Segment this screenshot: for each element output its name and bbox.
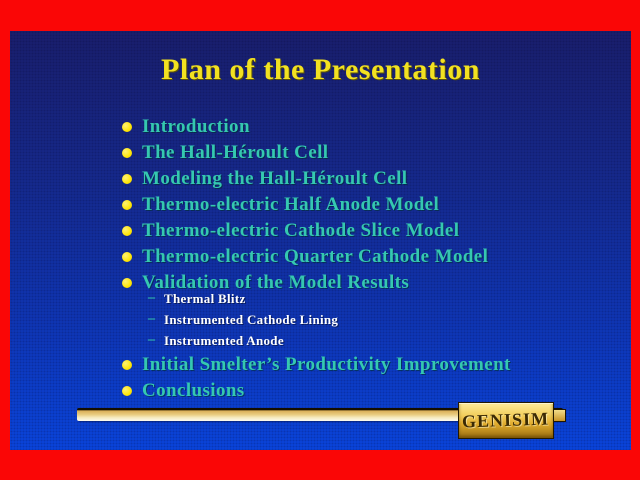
sub-bullet-item [148,333,284,349]
bullet-item [122,168,408,190]
bullet-label: Initial Smelter’s Productivity Improvement [142,354,511,375]
bullet-icon [122,360,132,370]
bullet-label: Thermo-electric Cathode Slice Model [142,220,460,241]
bullet-icon [122,174,132,184]
slide-title: Plan of the Presentation [161,53,480,86]
dash-icon: – [148,332,155,347]
bullet-label: Modeling the Hall-Héroult Cell [142,168,408,189]
bullet-icon [122,278,132,288]
bullet-item [122,354,511,376]
bullet-item [122,220,459,242]
sub-bullet-label: Instrumented Anode [164,333,284,348]
bullet-item [122,380,245,402]
bullet-item [122,116,250,138]
genisim-logo [458,402,554,439]
bullet-icon [122,226,132,236]
bullet-label: Validation of the Model Results [142,272,410,293]
bullet-item [122,194,439,216]
footer-divider-bar-end [552,409,566,422]
bullet-label: Thermo-electric Quarter Cathode Model [142,246,489,267]
bullet-icon [122,252,132,262]
bullet-label: The Hall-Héroult Cell [142,142,329,163]
slide-panel [10,31,631,450]
sub-bullet-label: Instrumented Cathode Lining [164,312,339,327]
bullet-label: Conclusions [142,380,245,401]
bullet-icon [122,386,132,396]
bullet-label: Thermo-electric Half Anode Model [142,194,440,215]
dash-icon: – [148,290,155,305]
bullet-item [122,142,328,164]
bullet-icon [122,148,132,158]
genisim-logo-text: GENISIM [462,408,550,432]
bullet-item [122,246,488,268]
bullet-label: Introduction [142,116,250,137]
dash-icon: – [148,311,155,326]
bullet-icon [122,200,132,210]
sub-bullet-item [148,291,246,307]
sub-bullet-item [148,312,338,328]
sub-bullet-label: Thermal Blitz [164,291,246,306]
bullet-icon [122,122,132,132]
